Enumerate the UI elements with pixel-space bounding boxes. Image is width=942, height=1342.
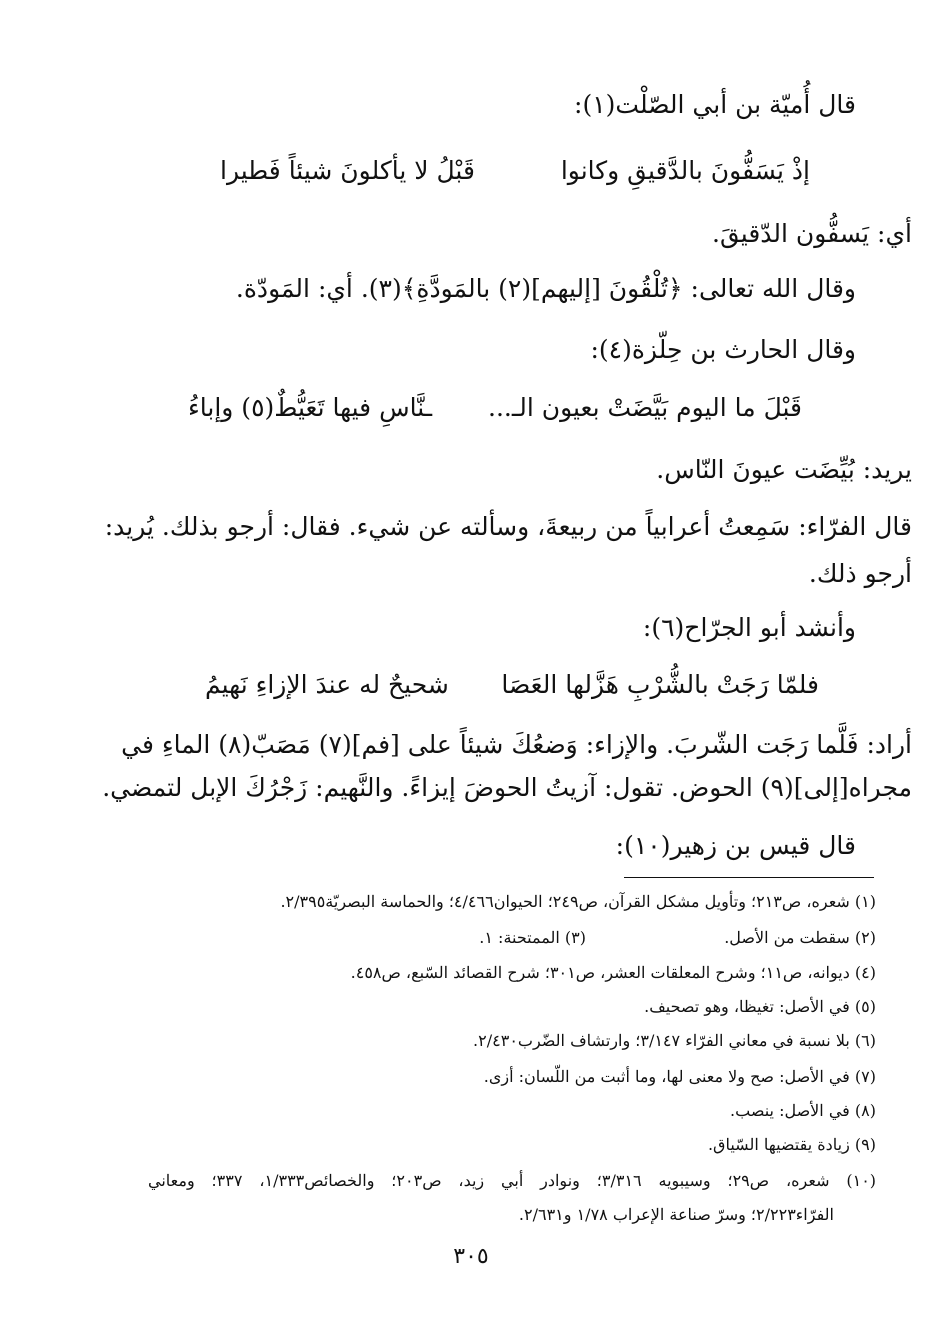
body-line: أي: يَسفُّون الدّقيقَ.	[712, 219, 912, 248]
footnote: (٢) سقطت من الأصل.	[724, 928, 876, 947]
verse-first-hemistich: إذْ يَسَفُّونَ بالدَّقيقِ وكانوا	[560, 156, 810, 185]
body-line: وقال الله تعالى: ﴿تُلْقُونَ [إليهم](٢) بالمَودَّةِ﴾(٣). أي: المَودّة.	[235, 274, 856, 303]
footnote: (٩) زيادة يقتضيها السّياق.	[707, 1135, 876, 1154]
body-line: مجراه[إلى](٩) الحوض. تقول: آزيتُ الحوضَ إيزاءً. والنَّهيم: زَجْرُكَ الإبل لتمضي.	[102, 773, 912, 802]
verse-second-hemistich: ـنَّاسِ فيها تَعَيُّطٌ(٥) وإباءُ	[188, 393, 433, 422]
footnote: (٥) في الأصل: تغيظا، وهو تصحيف.	[644, 997, 876, 1016]
body-line: قال أُميّة بن أبي الصّلْت(١):	[574, 90, 856, 119]
verse-second-hemistich: شحيحٌ له عندَ الإزاءِ نَهيمُ	[205, 670, 449, 699]
footnote: الفرّاء٢/٢٢٣؛ وسرّ صناعة الإعراب ١/٧٨ و٢/٦٣١.	[518, 1205, 834, 1224]
body-line: أراد: فَلَّما رَجَت الشّربَ. والإزاء: وَضعُكَ شيئاً على [فم](٧) مَصَبّ(٨) الماءِ في	[121, 730, 912, 759]
body-line: وقال الحارث بن حِلّزة(٤):	[590, 335, 856, 364]
footnote: (١) شعره، ص٢١٣؛ وتأويل مشكل القرآن، ص٢٤٩؛ الحيوان٤/٤٦٦؛ والحماسة البصريّة٢/٣٩٥.	[280, 892, 876, 911]
footnote: (٦) بلا نسبة في معاني الفرّاء ٣/١٤٧؛ وارتشاف الضّرب٢/٤٣٠.	[473, 1031, 876, 1050]
body-line: قال الفرّاء: سَمِعتُ أعرابياً من ربيعةَ، وسألته عن شيء. فقال: أرجو بذلك. يُريد:	[104, 512, 912, 541]
body-line: أرجو ذلك.	[808, 559, 912, 588]
footnote: (١٠) شعره، ص٢٩؛ وسيبويه ٣/٣١٦؛ ونوادر أبي زيد، ص٢٠٣؛ والخصائص١/٣٣٣، ٣٣٧؛ ومعاني	[148, 1171, 877, 1190]
footnote: (٧) في الأصل: صح ولا معنى لها، وما أثبت من اللّسان: أزى.	[483, 1067, 876, 1086]
verse-second-hemistich: قَبْلُ لا يأكلونَ شيئاً فَطيرا	[220, 156, 475, 185]
verse-first-hemistich: قَبْلَ ما اليوم بَيَّضَتْ بعيون الـ...	[488, 393, 802, 422]
footnote: (٨) في الأصل: ينصب.	[730, 1101, 876, 1120]
page-number: ٣٠٥	[453, 1244, 489, 1269]
verse-first-hemistich: فلمّا رَجَتْ بالشُّرْبِ هَزَّلها العَصَا	[501, 670, 819, 699]
body-line: يريد: بُيِّضَت عيونَ النّاس.	[656, 455, 912, 484]
footnote: (٣) الممتحنة: ١.	[479, 928, 586, 947]
footnote: (٤) ديوانه، ص١١؛ وشرح المعلقات العشر، ص٣٠١؛ شرح القصائد السّبع، ص٤٥٨.	[350, 963, 876, 982]
body-line: قال قيس بن زهير(١٠):	[615, 831, 856, 860]
footnote-divider	[624, 877, 874, 878]
body-line: وأنشد أبو الجرّاح(٦):	[642, 613, 856, 642]
